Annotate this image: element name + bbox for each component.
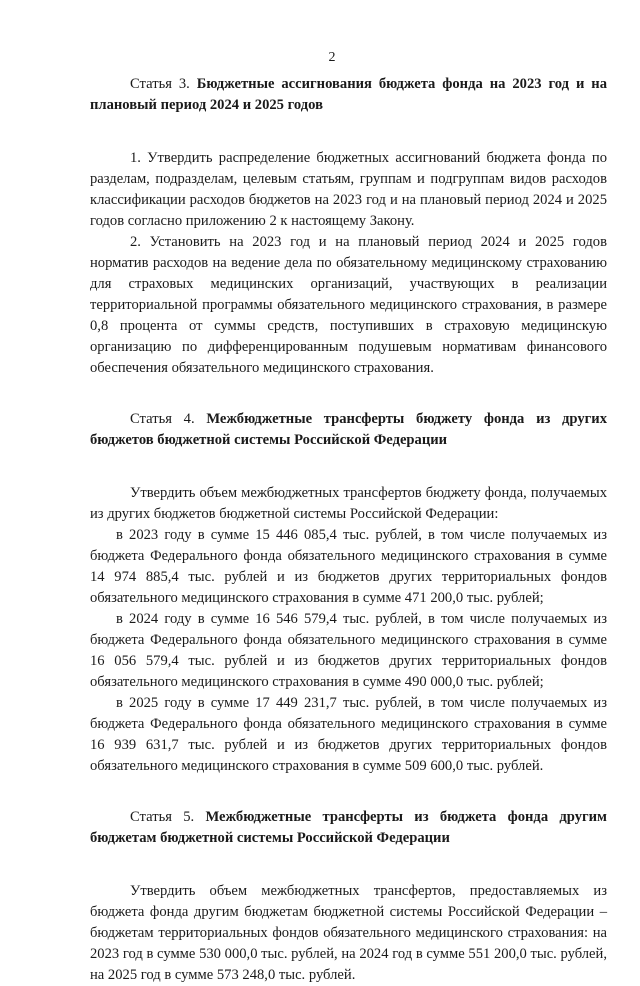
article-5-heading (90, 807, 607, 849)
article-4-label: Статья 4. (130, 411, 195, 427)
article-4-heading (90, 409, 607, 451)
article-3-paragraph-1: 1. Утвердить распределение бюджетных ассигнований бюджета фонда по разделам, подразделам, целевым статьям, группам и подгруппам видов расходов классификации расходов бюджетов на 2023 год и на плановый период 2024 и 2025 годов согласно приложению 2 к настоящему Закону. (90, 150, 607, 229)
article-4-paragraph-2024: в 2024 году в сумме 16 546 579,4 тыс. рублей, в том числе получаемых из бюджета Федерального фонда обязательного медицинского страхования в сумме 16 056 579,4 тыс. рублей и из бюджетов других территориальных фондов обязательного медицинского страхования в сумме 490 000,0 тыс. рублей; (90, 611, 607, 690)
article-3-label: Статья 3. (130, 76, 190, 92)
page-number: 2 (328, 50, 336, 65)
article-5-title: Межбюджетные трансферты из бюджета фонда другим бюджетам бюджетной системы Российской Федерации (90, 809, 607, 846)
article-4-paragraph-1: Утвердить объем межбюджетных трансфертов бюджету фонда, получаемых из других бюджетов бюджетной системы Российской Федерации: (90, 485, 607, 522)
article-3-heading (90, 74, 607, 116)
article-4-paragraph-2025: в 2025 году в сумме 17 449 231,7 тыс. рублей, в том числе получаемых из бюджета Федерального фонда обязательного медицинского страхования в сумме 16 939 631,7 тыс. рублей и из бюджетов других территориальных фондов обязательного медицинского страхования в сумме 509 600,0 тыс. рублей. (90, 695, 607, 774)
document-body (90, 74, 607, 986)
article-3-title: Бюджетные ассигнования бюджета фонда на 2023 год и на плановый период 2024 и 2025 годов (90, 76, 607, 113)
article-5-label: Статья 5. (130, 809, 195, 825)
article-4-paragraph-2023: в 2023 году в сумме 15 446 085,4 тыс. рублей, в том числе получаемых из бюджета Федерального фонда обязательного медицинского страхования в сумме 14 974 885,4 тыс. рублей и из бюджетов других территориальных фондов обязательного медицинского страхования в сумме 471 200,0 тыс. рублей; (90, 527, 607, 606)
article-3-paragraph-2: 2. Установить на 2023 год и на плановый период 2024 и 2025 годов норматив расходов на ведение дела по обязательному медицинскому страхованию для страховых медицинских организаций, участвующих в реализации территориальной программы обязательного медицинского страхования, в размере 0,8 процента от суммы средств, поступивших в страховую медицинскую организацию по дифференцированным подушевым нормативам финансового обеспечения обязательного медицинского страхования. (90, 234, 607, 376)
article-5-paragraph-1: Утвердить объем межбюджетных трансфертов, предоставляемых из бюджета фонда другим бюджетам бюджетной системы Российской Федерации – бюджетам территориальных фондов обязательного медицинского страхования: на 2023 год в сумме 530 000,0 тыс. рублей, на 2024 год в сумме 551 200,0 тыс. рублей, на 2025 год в сумме 573 248,0 тыс. рублей. (90, 883, 607, 983)
article-4-title: Межбюджетные трансферты бюджету фонда из других бюджетов бюджетной системы Российской Федерации (90, 411, 607, 448)
